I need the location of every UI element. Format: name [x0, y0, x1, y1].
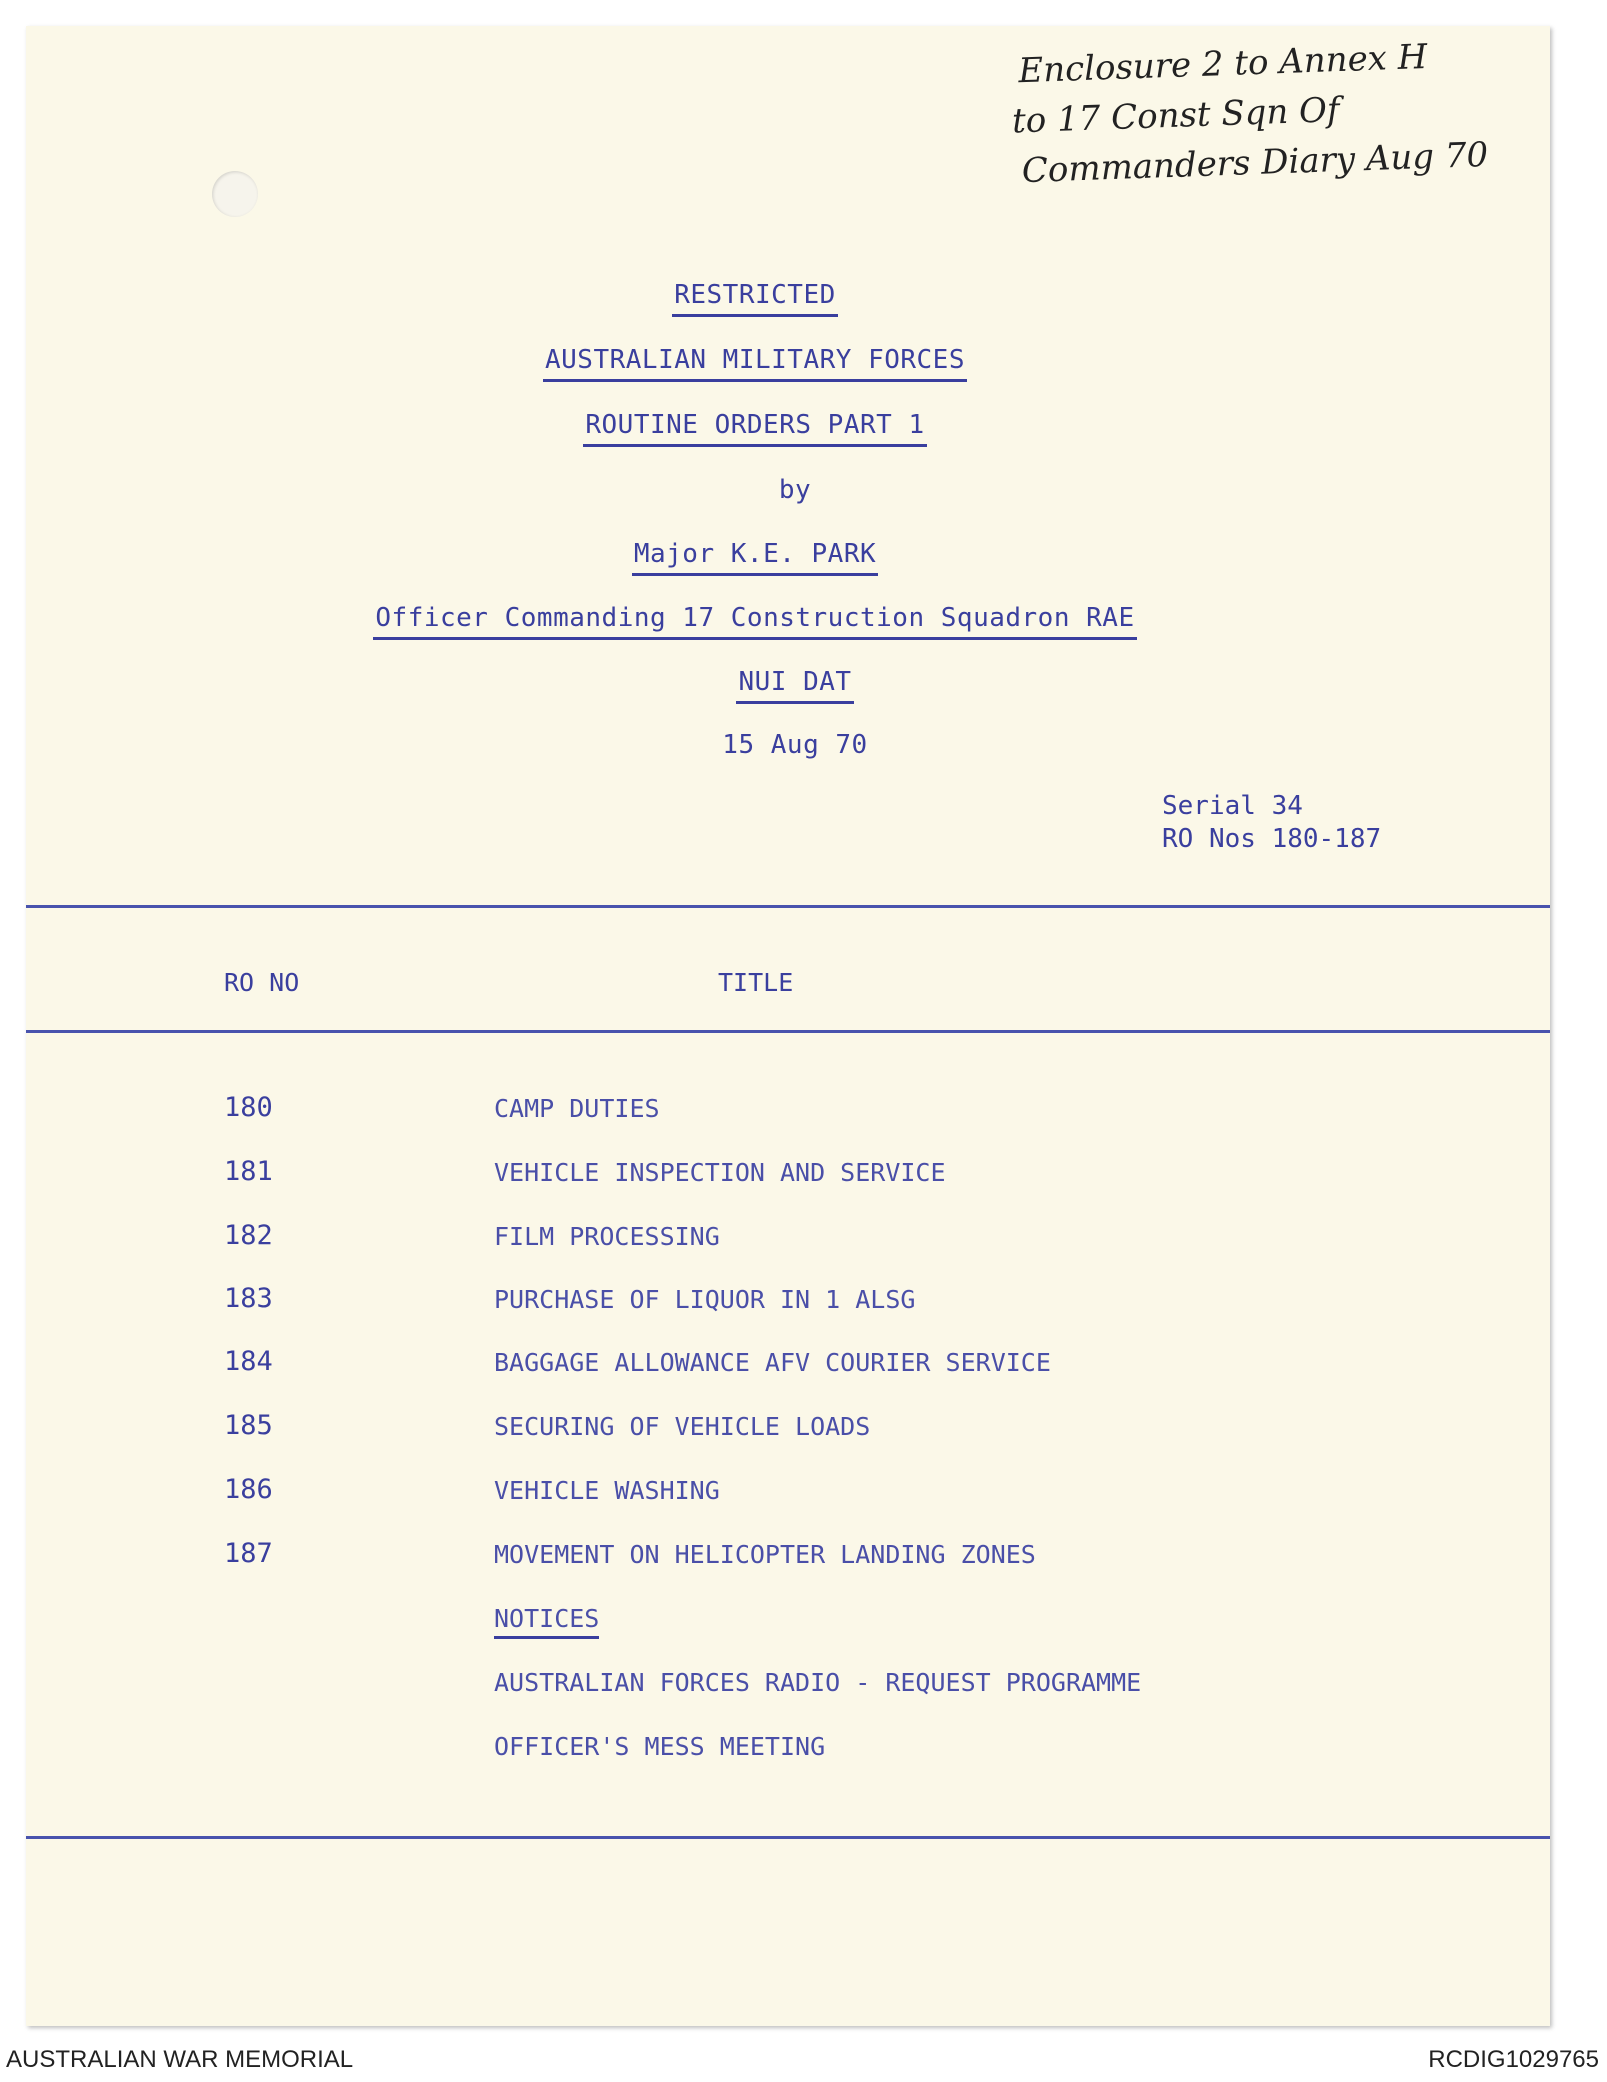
ro-title: MOVEMENT ON HELICOPTER LANDING ZONES [494, 1540, 1036, 1569]
ro-number: 180 [224, 1092, 273, 1123]
archive-reference: RCDIG1029765 [1428, 2046, 1599, 2073]
officer-name: Major K.E. PARK [0, 539, 1510, 576]
ro-title: SECURING OF VEHICLE LOADS [494, 1412, 871, 1441]
ro-number: 182 [224, 1220, 273, 1251]
ro-title: PURCHASE OF LIQUOR IN 1 ALSG [494, 1285, 916, 1314]
column-header-title: TITLE [718, 968, 794, 997]
notice-item: AUSTRALIAN FORCES RADIO - REQUEST PROGRAMME [494, 1668, 1142, 1697]
location: NUI DAT [0, 667, 1550, 704]
handwritten-line-1: Enclosure 2 to Annex H [1017, 36, 1428, 92]
rule-header-bottom [26, 1030, 1550, 1033]
rule-bottom [26, 1836, 1550, 1839]
ro-number: 185 [224, 1410, 273, 1441]
ro-number: 186 [224, 1474, 273, 1505]
handwritten-line-2: to 17 Const Sqn Of [1011, 90, 1341, 142]
notices-heading: NOTICES [494, 1604, 599, 1633]
ro-title: VEHICLE WASHING [494, 1476, 720, 1505]
ro-title: CAMP DUTIES [494, 1094, 660, 1123]
classification-heading: RESTRICTED [0, 280, 1510, 317]
handwritten-line-3: Commanders Diary Aug 70 [1021, 134, 1489, 192]
ro-title: FILM PROCESSING [494, 1222, 720, 1251]
punch-hole [212, 171, 258, 217]
ro-number: 184 [224, 1346, 273, 1377]
ro-number: 183 [224, 1283, 273, 1314]
document-sheet [26, 26, 1550, 2026]
serial-block [1162, 790, 1381, 856]
archive-credit: AUSTRALIAN WAR MEMORIAL [6, 2046, 354, 2073]
document-title: ROUTINE ORDERS PART 1 [0, 410, 1510, 447]
ro-title: BAGGAGE ALLOWANCE AFV COURIER SERVICE [494, 1348, 1051, 1377]
officer-appointment: Officer Commanding 17 Construction Squadron RAE [0, 603, 1510, 640]
ro-number: 181 [224, 1156, 273, 1187]
notice-item: OFFICER'S MESS MEETING [494, 1732, 826, 1761]
order-date: 15 Aug 70 [722, 730, 868, 760]
by-line: by [778, 475, 812, 505]
ro-number-range: RO Nos 180-187 [1162, 824, 1382, 854]
ro-title: VEHICLE INSPECTION AND SERVICE [494, 1158, 946, 1187]
handwritten-annotation [1011, 30, 1493, 196]
force-heading: AUSTRALIAN MILITARY FORCES [0, 345, 1510, 382]
column-header-ro-no: RO NO [224, 968, 300, 997]
serial-number: Serial 34 [1162, 791, 1303, 821]
ro-number: 187 [224, 1538, 273, 1569]
rule-top [26, 905, 1550, 908]
